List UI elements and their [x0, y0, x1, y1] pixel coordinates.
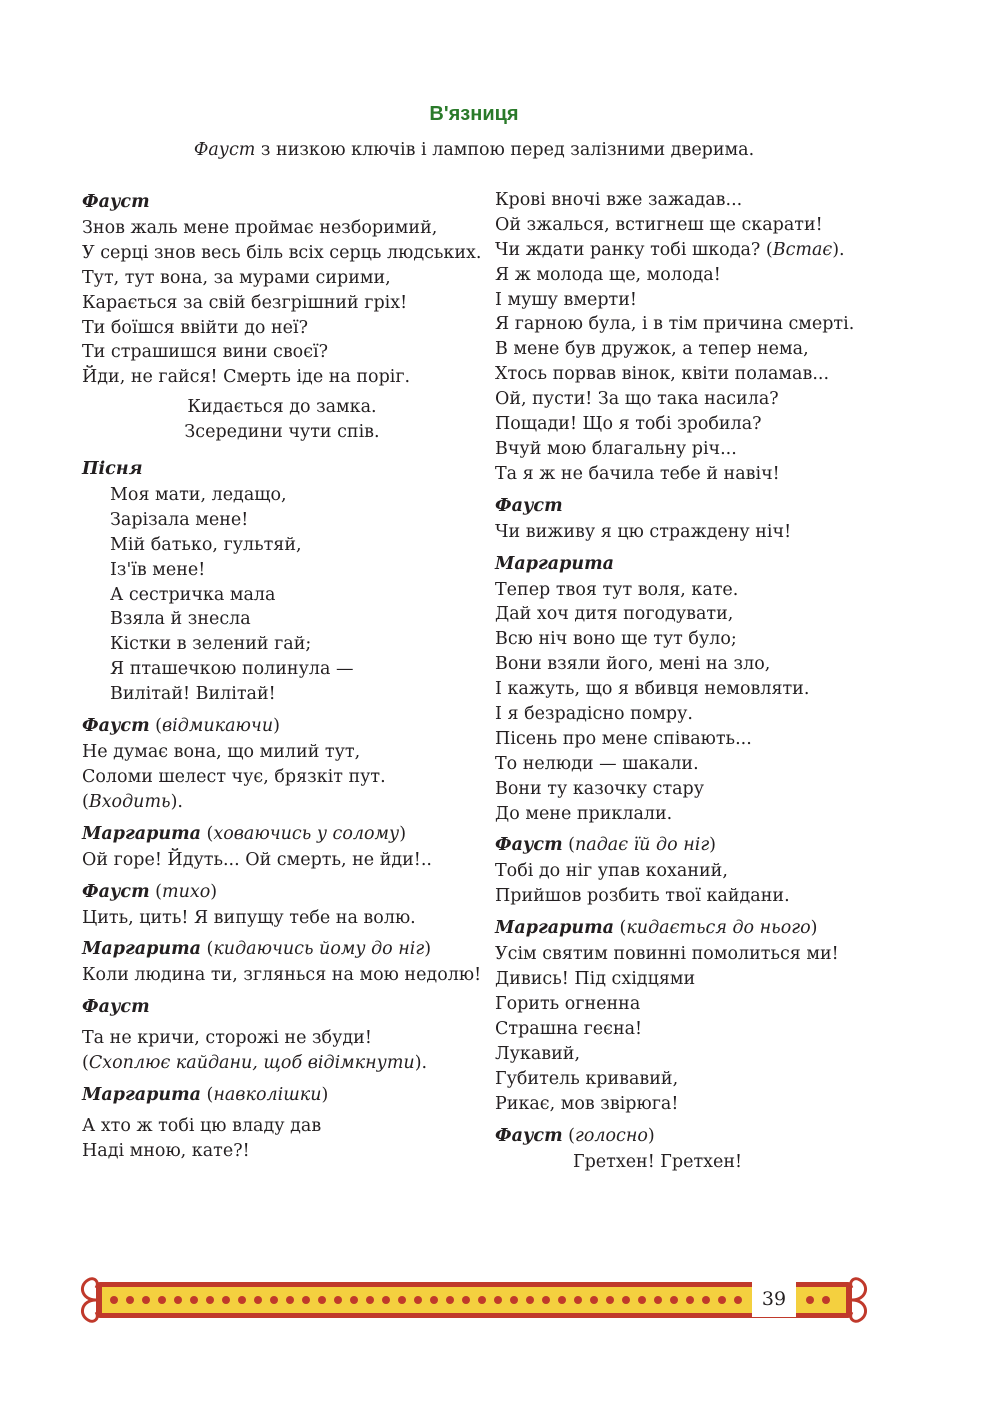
direction-line: Зсередини чути спів.: [184, 422, 380, 443]
verse-line: Вони взяли його, мені на зло,: [495, 654, 771, 675]
song-line: Моя мати, ледащо,: [110, 485, 287, 506]
verse-line: Я ж молода ще, молода!: [495, 264, 721, 285]
song-line: Взяла й знесла: [110, 609, 251, 630]
speaker-heading: Фауст: [495, 495, 563, 516]
song-line: Із'їв мене!: [110, 559, 206, 580]
verse-line: Губитель кривавий,: [495, 1068, 679, 1089]
verse-line: І кажуть, що я вбивця немовляти.: [495, 679, 810, 700]
direction-line: (Входить).: [82, 791, 183, 812]
verse-line: Я гарною була, і в тім причина смерті.: [495, 314, 855, 335]
verse-line: Тут, тут вона, за мурами сирими,: [82, 267, 391, 288]
stage-text: з низкою ключів і лампою перед залізними дверима.: [255, 140, 755, 160]
verse-line: І мушу вмерти!: [495, 289, 637, 310]
verse-line: Не думає вона, що милий тут,: [82, 742, 361, 763]
verse-line: Тепер твоя тут воля, кате.: [495, 579, 739, 600]
verse-line: Тобі до ніг упав коханий,: [495, 861, 728, 882]
verse-line: Крові вночі вже зажадав...: [495, 190, 743, 210]
speaker-heading: Фауст: [82, 997, 150, 1018]
verse-line: Йди, не гайся! Смерть іде на поріг.: [82, 367, 411, 388]
speaker-heading: Фауст (падає їй до ніг): [495, 835, 716, 856]
song-line: Я пташечкою полинула —: [110, 659, 354, 680]
verse-line: В мене був дружок, а тепер нема,: [495, 339, 809, 360]
direction-line: Кидається до замка.: [187, 397, 377, 418]
right-column: [495, 188, 915, 1174]
verse-line: Прийшов розбить твої кайдани.: [495, 886, 790, 907]
speaker-heading: Маргарита (кидається до нього): [495, 918, 818, 939]
left-column: [82, 188, 482, 1164]
verse-line: Дай хоч дитя погодувати,: [495, 604, 734, 625]
speaker-heading: Пісня: [82, 459, 143, 480]
verse-line: Дивись! Під східцями: [495, 969, 696, 990]
verse-line: Ти страшишся вини своєї?: [82, 342, 328, 363]
verse-line: Ти боїшся ввійти до неї?: [82, 317, 308, 338]
verse-line: Страшна геєна!: [495, 1018, 643, 1039]
speaker-heading: Маргарита (кидаючись йому до ніг): [82, 939, 432, 960]
verse-line: Та я ж не бачила тебе й навіч!: [495, 463, 780, 484]
speaker-heading: Маргарита (навколішки): [82, 1085, 329, 1106]
speaker-heading: Маргарита: [495, 553, 614, 574]
speaker-heading: Фауст: [82, 192, 150, 212]
verse-line: Усім святим повинні помолиться ми!: [495, 944, 839, 965]
verse-line: Знов жаль мене проймає незборимий,: [82, 218, 438, 238]
verse-line: Вчуй мою благальну річ...: [495, 438, 737, 459]
song-line: Вилітай! Вилітай!: [110, 684, 276, 705]
verse-line: У серці знов весь біль всіх серць людських.: [82, 242, 482, 263]
verse-line: Карається за свій безгрішний гріх!: [82, 292, 408, 313]
verse-line: Соломи шелест чує, брязкіт пут.: [82, 766, 386, 787]
verse-line: Пощади! Що я тобі зробила?: [495, 414, 762, 435]
speaker-heading: Фауст (тихо): [82, 881, 218, 902]
verse-line: Всю ніч воно ще тут було;: [495, 629, 737, 650]
verse-line: Ой, пусти! За що така насила?: [495, 389, 779, 410]
verse-line: А хто ж тобі цю владу дав: [82, 1116, 322, 1137]
direction-line: (Схоплює кайдани, щоб відімкнути).: [82, 1053, 428, 1074]
verse-line: Ой зжалься, встигнеш ще скарати!: [495, 214, 823, 235]
verse-line: Горить огненна: [495, 994, 641, 1015]
speaker-heading: Маргарита (ховаючись у солому): [82, 823, 407, 844]
song-line: Кістки в зелений гай;: [110, 634, 312, 655]
verse-line: Пісень про мене співають...: [495, 728, 752, 749]
verse-line: То нелюди — шакали.: [495, 753, 699, 774]
verse-line: Та не кричи, сторожі не збуди!: [82, 1028, 372, 1049]
verse-line: І я безрадісно помру.: [495, 704, 693, 725]
song-line: Мій батько, гультяй,: [110, 534, 302, 555]
song-line: А сестричка мала: [110, 584, 276, 605]
speaker-heading: Фауст (відмикаючи): [82, 716, 280, 737]
verse-line: Наді мною, кате?!: [82, 1141, 250, 1162]
verse-line: Рикає, мов звірюга!: [495, 1093, 679, 1114]
verse-line: До мене приклали.: [495, 803, 673, 824]
speaker-heading: Фауст (голосно): [495, 1125, 655, 1146]
stage-character: Фауст: [193, 140, 256, 160]
scene-title: В'язниця: [429, 103, 519, 125]
verse-line: Вони ту казочку стару: [495, 778, 705, 799]
verse-line: Цить, цить! Я випущу тебе на волю.: [82, 907, 416, 928]
verse-line: Ой горе! Йдуть... Ой смерть, не йди!..: [82, 849, 432, 870]
verse-line: Чи виживу я цю страждену ніч!: [495, 521, 792, 542]
page-number: 39: [752, 1281, 796, 1317]
verse-line: Лукавий,: [495, 1043, 581, 1064]
verse-line: Чи ждати ранку тобі шкода? (Встає).: [495, 239, 845, 260]
song-line: Зарізала мене!: [110, 509, 249, 530]
stage-direction: [0, 140, 948, 160]
verse-line: Коли людина ти, зглянься на мою недолю!: [82, 965, 482, 986]
verse-line: Гретхен! Гретхен!: [573, 1151, 743, 1172]
verse-line: Хтось порвав вінок, квіти поламав...: [495, 364, 830, 385]
